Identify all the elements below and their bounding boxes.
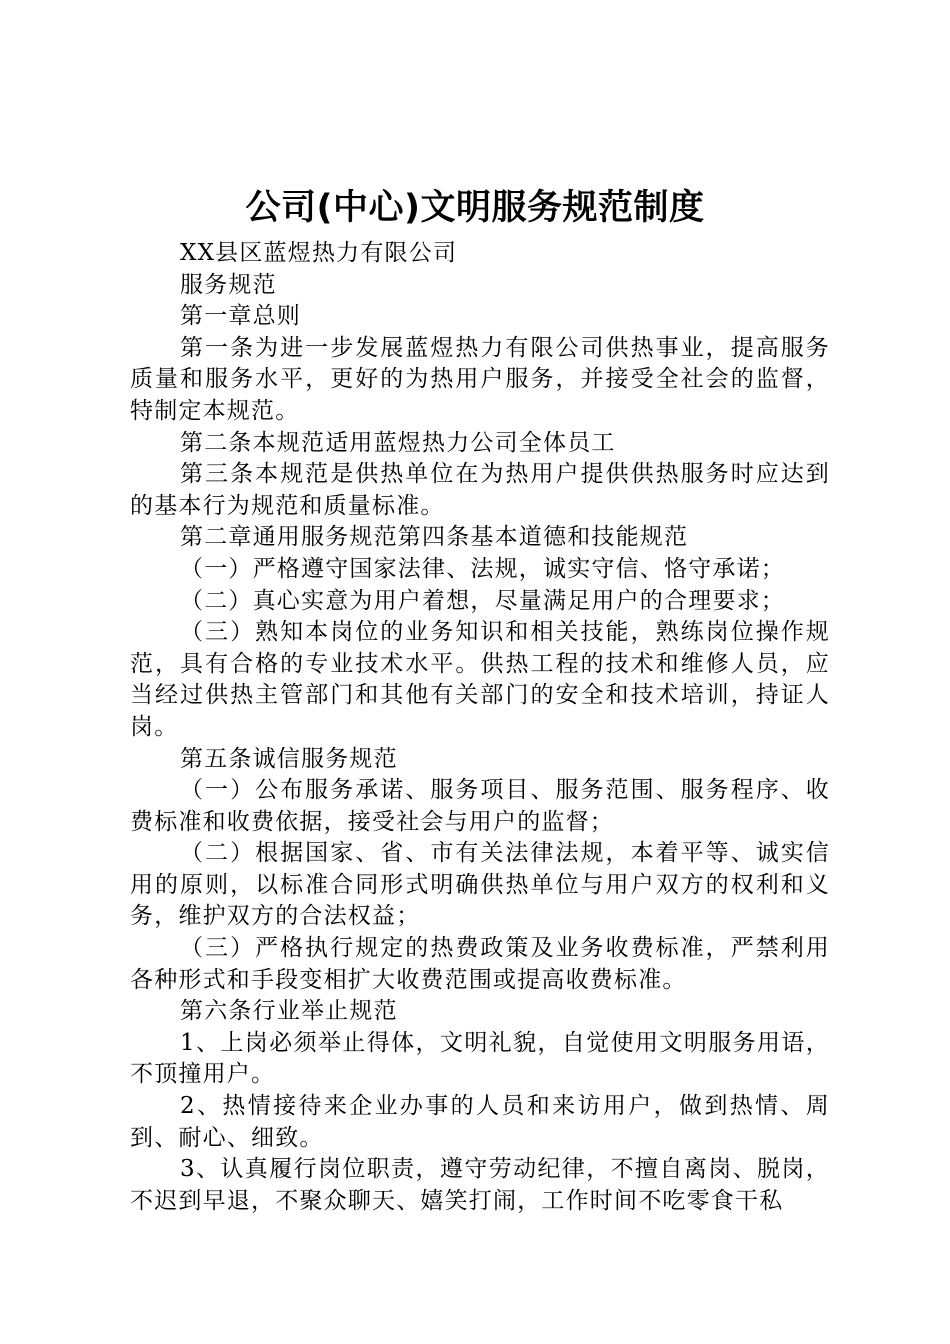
article-1: 第一条为进一步发展蓝煜热力有限公司供热事业，提高服务质量和服务水平，更好的为热用户服务，并接受全社会的监督，特制定本规范。 [130, 334, 830, 424]
document-body [130, 238, 830, 1217]
article-2: 第二条本规范适用蓝煜热力公司全体员工 [180, 429, 616, 456]
article-6-heading: 第六条行业举止规范 [180, 998, 398, 1025]
article-4-item-3: （三）熟知本岗位的业务知识和相关技能，熟练岗位操作规范，具有合格的专业技术水平。供热工程的技术和维修人员，应当经过供热主管部门和其他有关部门的安全和技术培训，持证人岗。 [130, 619, 830, 740]
article-6-item-2: 2、热情接待来企业办事的人员和来访用户，做到热情、周到、耐心、细致。 [130, 1093, 830, 1151]
article-3: 第三条本规范是供热单位在为热用户提供供热服务时应达到的基本行为规范和质量标准。 [130, 461, 830, 519]
article-5-item-2: （二）根据国家、省、市有关法律法规，本着平等、诚实信用的原则，以标准合同形式明确供热单位与用户双方的权利和义务，维护双方的合法权益； [130, 840, 830, 930]
article-5-item-3: （三）严格执行规定的热费政策及业务收费标准，严禁利用各种形式和手段变相扩大收费范围或提高收费标准。 [130, 935, 830, 993]
article-5-item-1: （一）公布服务承诺、服务项目、服务范围、服务程序、收费标准和收费依据，接受社会与用户的监督； [130, 777, 830, 835]
article-6-item-3: 3、认真履行岗位职责，遵守劳动纪律，不擅自离岗、脱岗，不迟到早退，不聚众聊天、嬉笑打闹，工作时间不吃零食干私 [130, 1156, 830, 1214]
chapter-1-heading: 第一章总则 [180, 303, 301, 330]
article-4-item-1: （一）严格遵守国家法律、法规，诚实守信、恪守承诺； [180, 555, 785, 582]
document-title: 公司(中心)文明服务规范制度 [245, 188, 705, 228]
article-5-heading: 第五条诚信服务规范 [180, 745, 398, 772]
paragraph-company: XX县区蓝煜热力有限公司 [180, 240, 458, 266]
article-6-item-1: 1、上岗必须举止得体，文明礼貌，自觉使用文明服务用语，不顶撞用户。 [130, 1029, 830, 1088]
chapter-2-heading: 第二章通用服务规范第四条基本道德和技能规范 [180, 524, 689, 551]
article-4-item-2: （二）真心实意为用户着想，尽量满足用户的合理要求； [180, 587, 785, 614]
paragraph-service-spec: 服务规范 [180, 271, 277, 298]
